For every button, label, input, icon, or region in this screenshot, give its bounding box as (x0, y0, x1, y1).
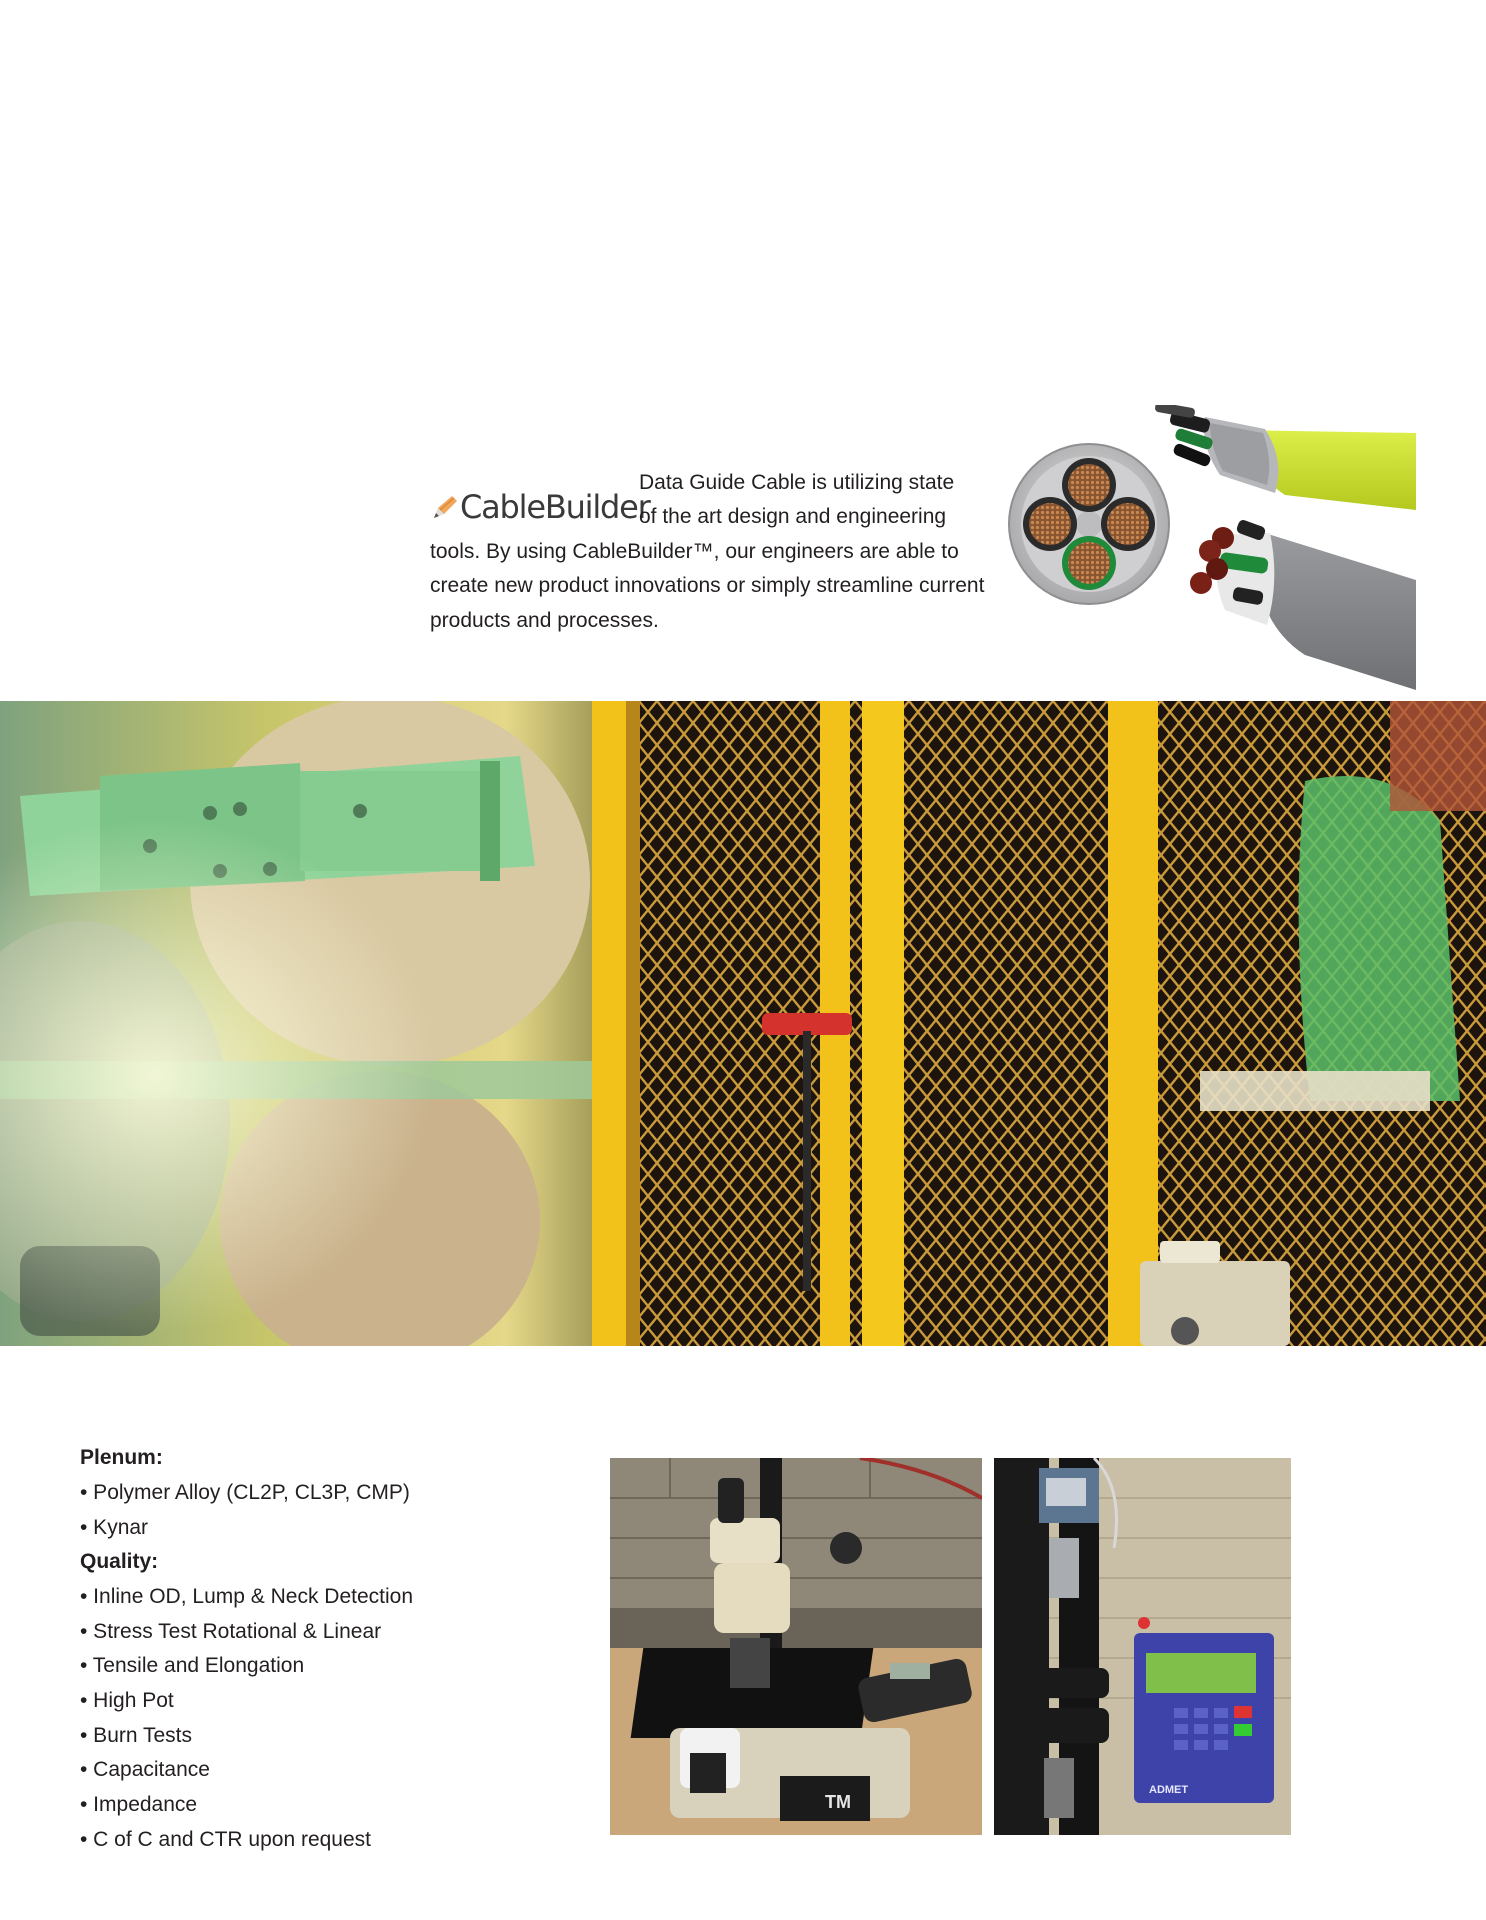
gray-cable (1190, 519, 1416, 690)
quality-list-item: • Tensile and Elongation (80, 1654, 305, 1677)
plenum-list-item: • Kynar (80, 1516, 149, 1539)
intro-text-line: create new product innovations or simply streamline current (430, 574, 985, 597)
cablebuilder-logo-text: CableBuilder (460, 488, 650, 526)
quality-list-item: • Capacitance (80, 1758, 210, 1781)
quality-list-item: • Burn Tests (80, 1724, 193, 1747)
quality-heading: Quality: (80, 1550, 159, 1573)
intro-text-line: of the art design and engineering (639, 505, 947, 528)
quality-list-item: • Inline OD, Lump & Neck Detection (80, 1585, 413, 1608)
intro-text-line: Data Guide Cable is utilizing state (639, 471, 955, 494)
quality-list-item: • C of C and CTR upon request (80, 1828, 371, 1851)
lab-photo-1-label: TM (825, 1792, 851, 1812)
lab-photo-microscope (610, 1458, 982, 1835)
yellow-green-cable (1154, 405, 1416, 510)
cable-illustration (1005, 405, 1416, 690)
cablebuilder-logo (430, 486, 650, 528)
intro-text-line: tools. By using CableBuilder™, our engineers are able to (430, 540, 959, 563)
lab-photo-tensile-tester (994, 1458, 1291, 1835)
cable-cross-section (1009, 444, 1169, 604)
quality-list-item: • Stress Test Rotational & Linear (80, 1620, 382, 1643)
plenum-list-item: • Polymer Alloy (CL2P, CL3P, CMP) (80, 1481, 410, 1504)
quality-list-item: • Impedance (80, 1793, 198, 1816)
lab-photo-2-label: ADMET (1149, 1784, 1189, 1796)
pencil-icon (430, 492, 460, 522)
intro-text-line: products and processes. (430, 609, 659, 632)
plenum-heading: Plenum: (80, 1446, 163, 1469)
factory-photo (0, 701, 1486, 1346)
quality-list-item: • High Pot (80, 1689, 174, 1712)
